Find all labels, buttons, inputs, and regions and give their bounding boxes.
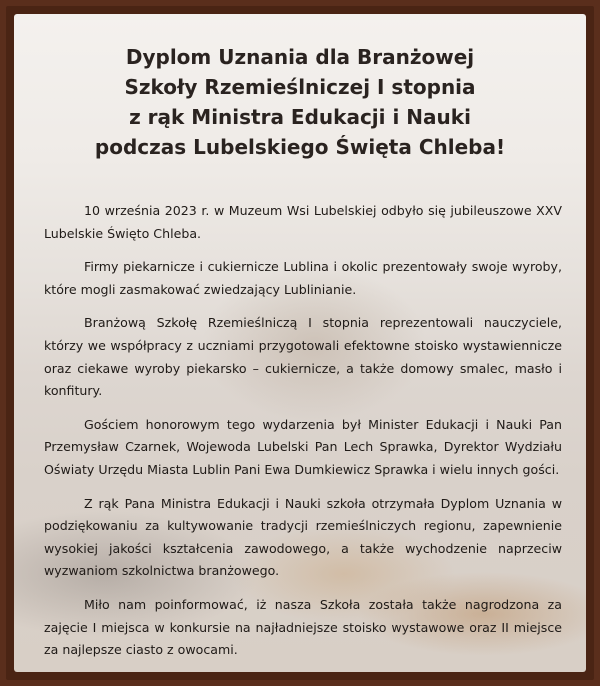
page-title bbox=[14, 42, 586, 162]
paragraph: Branżową Szkołę Rzemieślniczą I stopnia reprezentowali nauczyciele, którzy we współpracy z uczniami przygotowali efektowne stoisko wystawiennicze oraz ciekawe wyroby piekarsko – cukiernicze, a także domowy smalec, masło i konfitury. bbox=[44, 315, 562, 399]
paragraph: Z rąk Pana Ministra Edukacji i Nauki szkoła otrzymała Dyplom Uznania w podziękowaniu za kultywowanie tradycji rzemieślniczych regionu, zapewnienie wysokiej jakości kształcenia zawodowego, a także wychodzenie naprzeciw wyzwaniom szkolnictwa branżowego. bbox=[44, 495, 562, 579]
article-body bbox=[44, 200, 562, 672]
paragraph: Gościem honorowym tego wydarzenia był Minister Edukacji i Nauki Pan Przemysław Czarnek, Wojewoda Lubelski Pan Lech Sprawka, Dyrektor Wydziału Oświaty Urzędu Miasta Lublin Pani Ewa Dumkiewicz Sprawka i wielu innych gości. bbox=[44, 416, 562, 477]
title-line: Szkoły Rzemieślniczej I stopnia bbox=[124, 75, 476, 99]
title-line: Dyplom Uznania dla Branżowej bbox=[125, 45, 475, 69]
title-line: z rąk Ministra Edukacji i Nauki bbox=[129, 105, 471, 129]
announcement-card bbox=[14, 14, 586, 672]
title-line: podczas Lubelskiego Święta Chleba! bbox=[94, 135, 506, 159]
paragraph: Miło nam poinformować, iż nasza Szkoła została także nagrodzona za zajęcie I miejsca w konkursie na najładniejsze stoisko wystawowe oraz II miejsce za najlepsze ciasto z owocami. bbox=[44, 596, 562, 658]
paragraph: Firmy piekarnicze i cukiernicze Lublina i okolic prezentowały swoje wyroby, które mogli zasmakować zwiedzający Lublinianie. bbox=[44, 259, 562, 297]
paragraph: 10 września 2023 r. w Muzeum Wsi Lubelskiej odbyło się jubileuszowe XXV Lubelskie Święto Chleba. bbox=[44, 203, 562, 241]
